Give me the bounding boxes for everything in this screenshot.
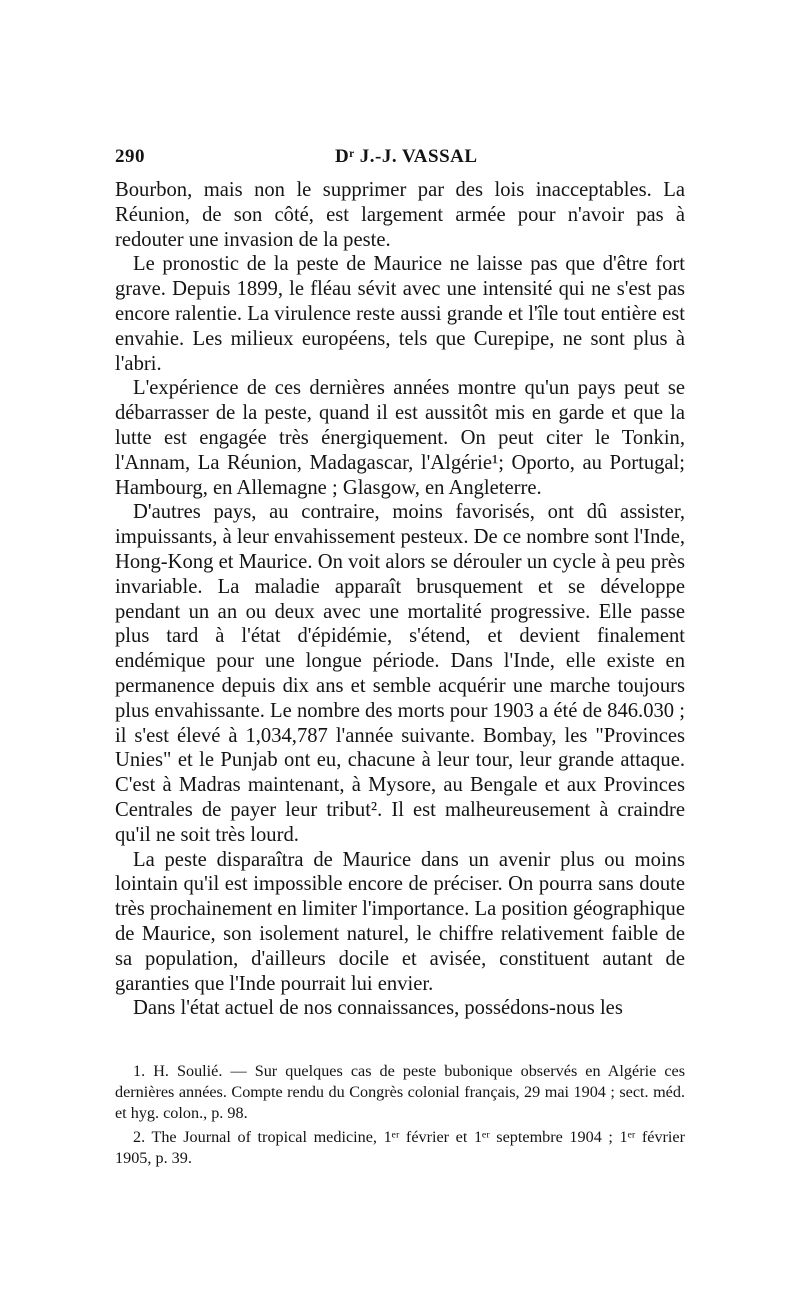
paragraph: La peste disparaîtra de Maurice dans un avenir plus ou moins lointain qu'il est impossible encore de préciser. On pourra sans doute très prochainement en limiter l'importance. La position géographique de Maurice, son isolement naturel, le chiffre relativement faible de sa population, d'ailleurs docile et avisée, constituent autant de garanties que l'Inde pourrait lui envier. [115,848,685,995]
footnote: 1. H. Soulié. — Sur quelques cas de peste bubonique observés en Algérie ces dernières années. Compte rendu du Congrès colonial français, 29 mai 1904 ; sect. méd. et hyg. colon., p. 98. [115,1062,685,1123]
footnotes [115,1061,685,1169]
running-head-author: Dʳ J.-J. VASSAL [335,146,478,167]
running-head [115,146,685,174]
paragraph: Le pronostic de la peste de Maurice ne laisse pas que d'être fort grave. Depuis 1899, le fléau sévit avec une intensité qui ne s'est pas encore ralentie. La virulence reste aussi grande et l'île tout entière est envahie. Les milieux européens, tels que Curepipe, ne sont plus à l'abri. [115,253,685,375]
page-number: 290 [115,146,145,167]
paragraph: Bourbon, mais non le supprimer par des lois inacceptables. La Réunion, de son côté, est largement armée pour n'avoir pas à redouter une invasion de la peste. [115,179,685,251]
book-page [115,146,685,1172]
body-text [115,178,685,1021]
paragraph: Dans l'état actuel de nos connaissances, possédons-nous les [133,997,623,1020]
footnote: 2. The Journal of tropical medicine, 1ᵉʳ février et 1ᵉʳ septembre 1904 ; 1ᵉʳ février 1905, p. 39. [115,1128,685,1168]
paragraph: L'expérience de ces dernières années montre qu'un pays peut se débarrasser de la peste, quand il est aussitôt mis en garde et que la lutte est engagée très énergiquement. On peut citer le Tonkin, l'Annam, La Réunion, Madagascar, l'Algérie¹; Oporto, au Portugal; Hambourg, en Allemagne ; Glasgow, en Angleterre. [115,377,685,499]
paragraph: D'autres pays, au contraire, moins favorisés, ont dû assister, impuissants, à leur envahissement pesteux. De ce nombre sont l'Inde, Hong-Kong et Maurice. On voit alors se dérouler un cycle à peu près invariable. La maladie apparaît brusquement et se développe pendant un an ou deux avec une mortalité progressive. Elle passe plus tard à l'état d'épidémie, s'étend, et devient finalement endémique pour une longue période. Dans l'Inde, elle existe en permanence depuis dix ans et semble acquérir une marche toujours plus envahissante. Le nombre des morts pour 1903 a été de 846.030 ; il s'est élevé à 1,034,787 l'année suivante. Bombay, les "Provinces Unies" et le Punjab ont eu, chacune à leur tour, leur grande attaque. C'est à Madras maintenant, à Mysore, au Bengale et aux Provinces Centrales de payer leur tribut². Il est malheureusement à craindre qu'il ne soit très lourd. [115,501,685,846]
